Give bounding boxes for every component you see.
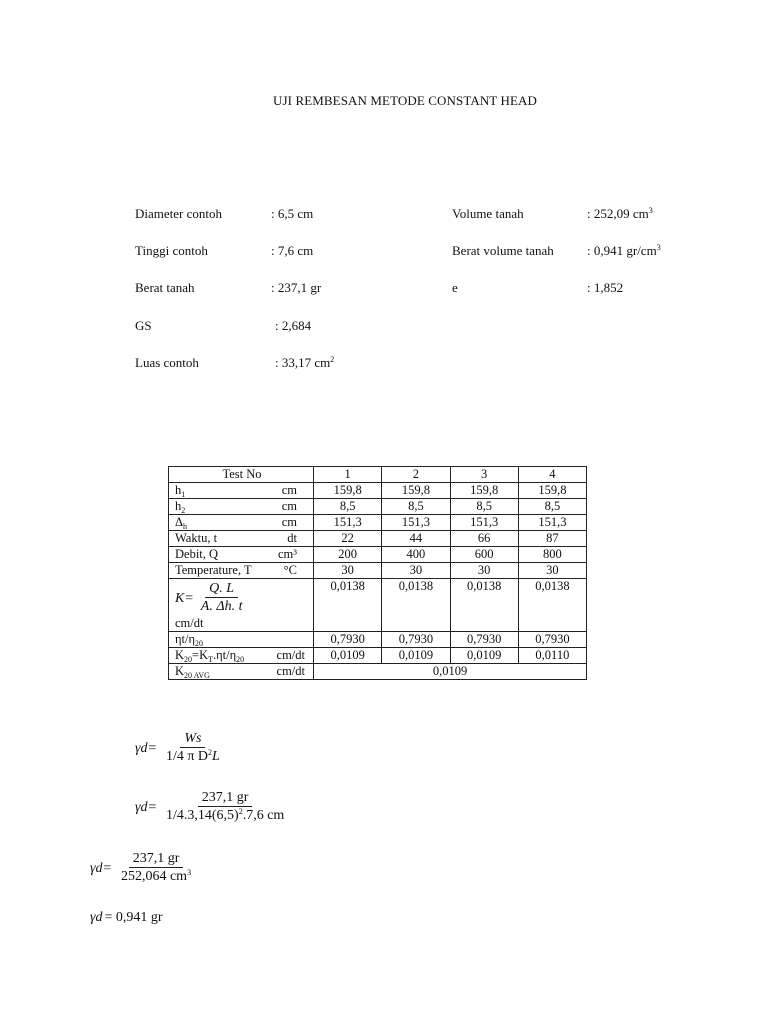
table-row-k20-avg [169, 664, 587, 680]
header-test-3: 3 [450, 467, 518, 483]
table-row-k20 [169, 648, 587, 664]
param-luas-value: : 33,17 $cm^2$ [275, 355, 335, 370]
param-tinggi-value: : 7,6 cm [271, 243, 314, 258]
param-volume-value: : 252,09 $cm^3$ [587, 206, 653, 221]
header-test-4: 4 [518, 467, 586, 483]
table-row-debit [169, 547, 587, 563]
equation-gamma-d-result: γd = 0,941 gr [90, 910, 163, 925]
table-row-h2 [169, 499, 587, 515]
row-label-k20: $K_{20}=K_T.\eta t/\eta_{20}$ cm/dt [169, 648, 314, 664]
table-cell: 8,5 [518, 499, 586, 515]
row-label-k-formula [169, 579, 314, 632]
table-cell: 87 [518, 531, 586, 547]
table-cell: 30 [382, 563, 450, 579]
table-cell: 0,0109 [450, 648, 518, 664]
table-cell: 151,3 [314, 515, 382, 531]
param-tinggi-label: Tinggi contoh [135, 243, 208, 258]
table-cell: 400 [382, 547, 450, 563]
row-label-delta-h: $\Delta_h$ cm [169, 515, 314, 531]
table-cell: 44 [382, 531, 450, 547]
param-berat-volume-label: Berat volume tanah [452, 243, 554, 258]
table-cell: 0,0109 [314, 648, 382, 664]
table-cell: 800 [518, 547, 586, 563]
row-label-eta: $\eta t/\eta_{20}$ [169, 632, 314, 648]
param-e-label: e [452, 280, 458, 295]
table-row-k [169, 579, 587, 632]
table-cell: 8,5 [382, 499, 450, 515]
table-cell: 0,0138 [450, 579, 518, 632]
param-e-value: : 1,852 [587, 280, 624, 295]
param-volume-label: Volume tanah [452, 206, 524, 221]
table-row-waktu [169, 531, 587, 547]
table-cell: 159,8 [314, 483, 382, 499]
row-label-h1: $h_1$ cm [169, 483, 314, 499]
table-cell: 0,0110 [518, 648, 586, 664]
equation-gamma-d-formula: γd= $\frac{Ws}{1/4 \pi D^2L}$ [135, 731, 220, 764]
k20-avg-value: 0,0109 [314, 664, 587, 680]
table-cell: 0,7930 [450, 632, 518, 648]
row-label-h2: $h_2$ cm [169, 499, 314, 515]
param-berat-label: Berat tanah [135, 280, 195, 295]
param-gs-value: : 2,684 [275, 318, 312, 333]
table-row-temperature [169, 563, 587, 579]
equation-gamma-d-volume: γd= $\frac{237,1 gr}{252,064 cm^3}$ [90, 851, 192, 884]
k-formula: K= $\frac{Q. L}{A. \Delta h. t}$ [175, 581, 243, 614]
table-cell: 600 [450, 547, 518, 563]
k-unit: cm/dt [175, 616, 204, 630]
param-diameter-label: Diameter contoh [135, 206, 222, 221]
header-test-1: 1 [314, 467, 382, 483]
table-cell: 66 [450, 531, 518, 547]
row-label-k20-avg: $K_{20 AVG}$ cm/dt [169, 664, 314, 680]
table-cell: 0,0138 [382, 579, 450, 632]
table-cell: 159,8 [518, 483, 586, 499]
header-test-2: 2 [382, 467, 450, 483]
table-row-delta-h [169, 515, 587, 531]
table-cell: 159,8 [450, 483, 518, 499]
table-cell: 151,3 [450, 515, 518, 531]
table-cell: 151,3 [518, 515, 586, 531]
table-cell: 0,7930 [382, 632, 450, 648]
table-cell: 0,7930 [314, 632, 382, 648]
table-cell: 0,7930 [518, 632, 586, 648]
table-cell: 0,0138 [314, 579, 382, 632]
table-cell: 159,8 [382, 483, 450, 499]
param-berat-volume-value: : 0,941 $gr/cm^3$ [587, 243, 661, 258]
table-cell: 30 [314, 563, 382, 579]
param-gs-label: GS [135, 318, 152, 333]
table-row-h1 [169, 483, 587, 499]
table-cell: 0,0138 [518, 579, 586, 632]
table-row-eta [169, 632, 587, 648]
header-test-no: Test No [169, 467, 314, 483]
table-cell: 0,0109 [382, 648, 450, 664]
page-title: UJI REMBESAN METODE CONSTANT HEAD [273, 93, 537, 108]
table-cell: 22 [314, 531, 382, 547]
param-diameter-value: : 6,5 cm [271, 206, 314, 221]
table-header-row [169, 467, 587, 483]
table-cell: 30 [518, 563, 586, 579]
table-cell: 8,5 [314, 499, 382, 515]
row-label-waktu: Waktu, t dt [169, 531, 314, 547]
param-berat-value: : 237,1 gr [271, 280, 322, 295]
param-luas-label: Luas contoh [135, 355, 199, 370]
table-cell: 30 [450, 563, 518, 579]
row-label-debit: Debit, Q cm³ [169, 547, 314, 563]
table-cell: 200 [314, 547, 382, 563]
row-label-temperature: Temperature, T °C [169, 563, 314, 579]
table-cell: 8,5 [450, 499, 518, 515]
permeability-table [168, 466, 587, 680]
equation-gamma-d-substitution: γd= $\frac{237,1 gr}{1/4.3,14(6,5)^2.7,6 cm}$ [135, 790, 285, 823]
table-cell: 151,3 [382, 515, 450, 531]
